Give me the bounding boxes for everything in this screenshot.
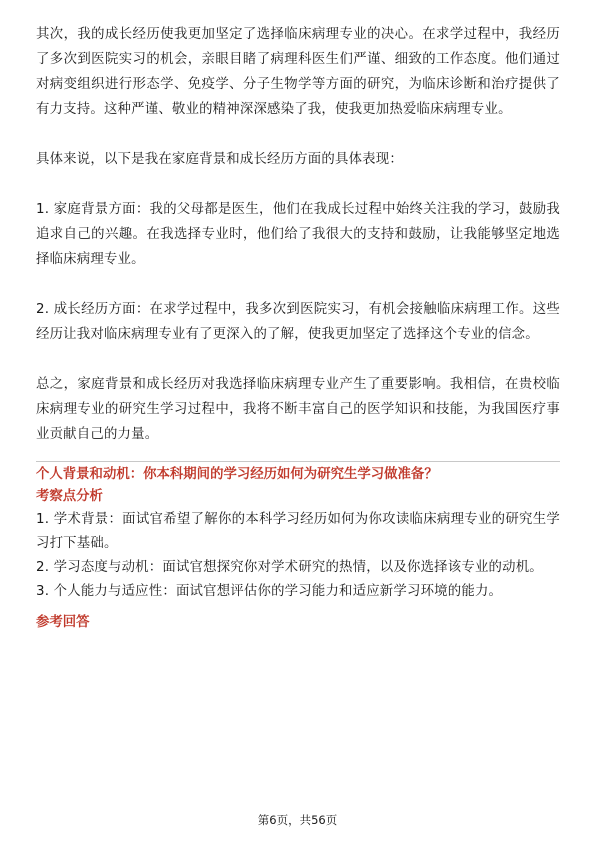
spacer xyxy=(36,347,560,372)
answer-heading: 参考回答 xyxy=(36,615,90,630)
analysis-item: 1. 学术背景：面试官希望了解你的本科学习经历如何为你攻读临床病理专业的研究生学习打下基础。 xyxy=(36,512,560,551)
section-divider xyxy=(36,461,560,462)
spacer xyxy=(36,272,560,297)
paragraph-growth-experience: 其次，我的成长经历使我更加坚定了选择临床病理专业的决心。在求学过程中，我经历了多次到医院实习的机会，亲眼目睹了病理科医生们严谨、细致的工作态度。他们通过对病变组织进行形态学、免疫学、分子生物学等方面的研究，为临床诊断和治疗提供了有力支持。这种严谨、敬业的精神深深感染了我，使我更加热爱临床病理专业。 xyxy=(36,27,560,117)
paragraph-intro-details: 具体来说，以下是我在家庭背景和成长经历方面的具体表现： xyxy=(36,152,403,167)
page-footer: 第6页，共56页 xyxy=(257,813,338,827)
paragraph-growth-details: 2. 成长经历方面：在求学过程中，我多次到医院实习，有机会接触临床病理工作。这些经历让我对临床病理专业有了更深入的了解，使我更加坚定了选择这个专业的信念。 xyxy=(36,302,560,342)
question-title: 个人背景和动机：你本科期间的学习经历如何为研究生学习做准备？ xyxy=(36,467,438,482)
spacer xyxy=(36,122,560,147)
document-page xyxy=(36,22,560,634)
analysis-heading: 考察点分析 xyxy=(36,489,103,504)
paragraph-conclusion: 总之，家庭背景和成长经历对我选择临床病理专业产生了重要影响。我相信，在贵校临床病理专业的研究生学习过程中，我将不断丰富自己的医学知识和技能，为我国医疗事业贡献自己的力量。 xyxy=(36,377,560,442)
paragraph-family-background: 1. 家庭背景方面：我的父母都是医生，他们在我成长过程中始终关注我的学习，鼓励我追求自己的兴趣。在我选择专业时，他们给了我很大的支持和鼓励，让我能够坚定地选择临床病理专业。 xyxy=(36,202,560,267)
analysis-item: 2. 学习态度与动机：面试官想探究你对学术研究的热情，以及你选择该专业的动机。 xyxy=(36,560,543,575)
spacer xyxy=(36,172,560,197)
analysis-item: 3. 个人能力与适应性：面试官想评估你的学习能力和适应新学习环境的能力。 xyxy=(36,584,503,599)
